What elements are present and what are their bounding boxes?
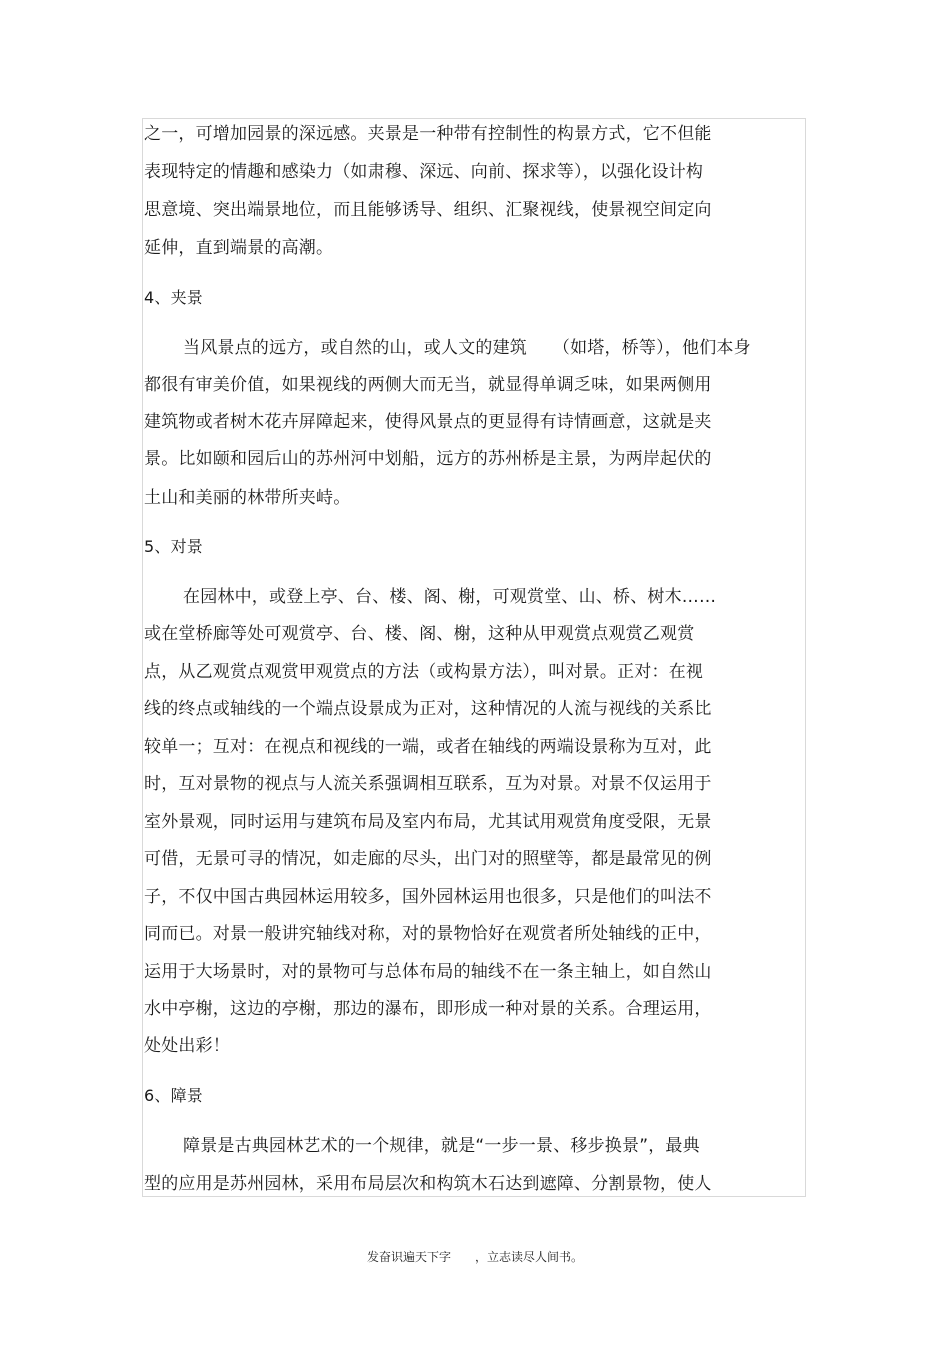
- text-line: 建筑物或者树木花卉屏障起来，使得风景点的更显得有诗情画意，这就是夹: [144, 412, 712, 432]
- text-line: 较单一；互对：在视点和视线的一端，或者在轴线的两端设景称为互对，此: [144, 737, 712, 757]
- page-footer: 发奋识遍天下字 ，立志读尽人间书。: [366, 1250, 583, 1264]
- text-line: 土山和美丽的林带所夹峙。: [144, 488, 351, 508]
- text-line: 思意境、突出端景地位，而且能够诱导、组织、汇聚视线，使景视空间定向: [144, 200, 712, 220]
- text-line: 可借，无景可寻的情况，如走廊的尽头，出门对的照壁等，都是最常见的例: [144, 849, 712, 869]
- text-line: 处处出彩！: [144, 1036, 230, 1056]
- text-line: 点，从乙观赏点观赏甲观赏点的方法（或构景方法），叫对景。正对：在视: [144, 662, 704, 682]
- text-line: 水中亭榭，这边的亭榭，那边的瀑布，即形成一种对景的关系。合理运用，: [144, 999, 712, 1019]
- text-line: 线的终点或轴线的一个端点设景成为正对，这种情况的人流与视线的关系比: [144, 699, 712, 719]
- paragraph-first-line: 在园林中，或登上亭、台、楼、阁、榭，可观赏堂、山、桥、树木……: [183, 587, 717, 607]
- text-line: 之一，可增加园景的深远感。夹景是一种带有控制性的构景方式，它不但能: [144, 124, 712, 144]
- text-line: 室外景观，同时运用与建筑布局及室内布局，尤其试用观赏角度受限，无景: [144, 812, 712, 832]
- text-line: 运用于大场景时，对的景物可与总体布局的轴线不在一条主轴上，如自然山: [144, 962, 712, 982]
- section-heading-6: 6、障景: [144, 1086, 203, 1105]
- text-line: 景。比如颐和园后山的苏州河中划船，远方的苏州桥是主景，为两岸起伏的: [144, 449, 712, 469]
- text-line: 或在堂桥廊等处可观赏亭、台、楼、阁、榭，这种从甲观赏点观赏乙观赏: [144, 624, 695, 644]
- text-line: 表现特定的情趣和感染力（如肃穆、深远、向前、探求等），以强化设计构: [144, 162, 704, 182]
- text-line: 同而已。对景一般讲究轴线对称，对的景物恰好在观赏者所处轴线的正中，: [144, 924, 712, 944]
- text-line: 型的应用是苏州园林，采用布局层次和构筑木石达到遮障、分割景物，使人: [144, 1174, 712, 1194]
- text-line: 都很有审美价值，如果视线的两侧大而无当，就显得单调乏味，如果两侧用: [144, 375, 712, 395]
- section-heading-5: 5、对景: [144, 537, 203, 556]
- text-line: 时，互对景物的视点与人流关系强调相互联系，互为对景。对景不仅运用于: [144, 774, 712, 794]
- text-line: 延伸，直到端景的高潮。: [144, 238, 334, 258]
- paragraph-first-line: 障景是古典园林艺术的一个规律，就是“一步一景、移步换景”，最典: [183, 1136, 700, 1156]
- section-heading-4: 4、夹景: [144, 288, 203, 307]
- text-line: 子，不仅中国古典园林运用较多，国外园林运用也很多，只是他们的叫法不: [144, 887, 712, 907]
- paragraph-first-line: 当风景点的远方，或自然的山，或人文的建筑 （如塔，桥等），他们本身: [183, 338, 751, 358]
- page-frame: [142, 118, 806, 1197]
